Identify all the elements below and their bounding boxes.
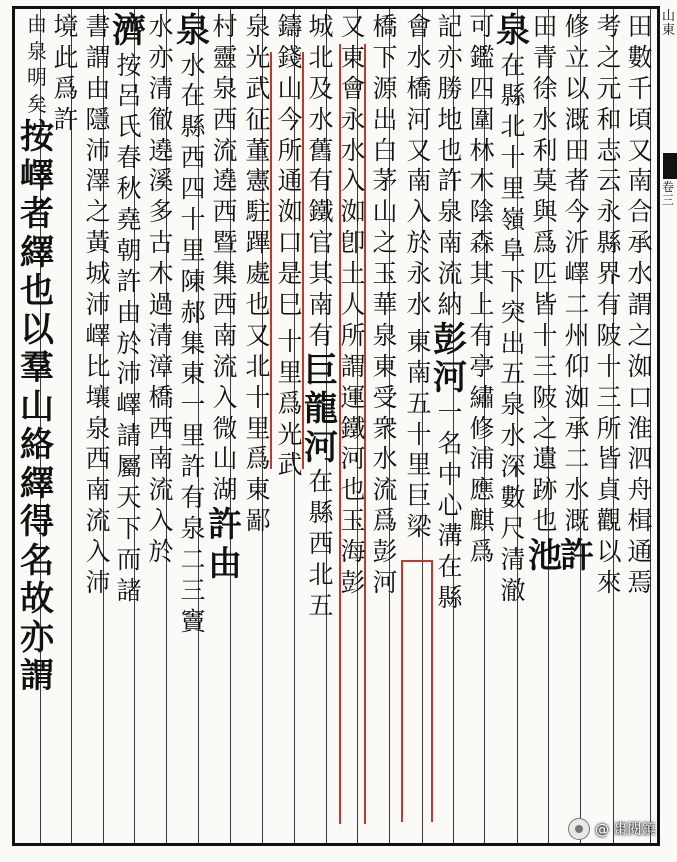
- body-text: 十 里 爲 光 武: [277, 326, 303, 480]
- body-text: 修 立 以 溉 田 者 今 沂 嶧 二 州 仰 洳 承 二 水 溉: [564, 12, 590, 536]
- body-text: 橋 下 源 出 白 茅 山 之 玉 華 泉 東 受 衆 水 流 爲 彭 河: [372, 12, 398, 598]
- body-text: 按 呂 氏 春 秋 堯 朝 許 由 於 沛 嶧 請 屬 天 下 而 諸: [116, 50, 142, 605]
- body-text: 一 名 中 心 溝 在 縣: [437, 397, 463, 613]
- margin-title: 山東: [662, 9, 676, 38]
- margin-volume: 卷三: [662, 180, 675, 207]
- heading-text: 濟: [112, 11, 146, 51]
- text-column: [17, 14, 57, 698]
- body-text: 考 之 元 和 志 云 永 縣 界 有 陂 十 三 所 皆 貞 觀 以 來: [596, 12, 622, 598]
- body-text: 可 鑑 四 圍 林 木 陰 森 其 上 有 亭 繡 修 浦 應 麒 爲: [469, 12, 495, 567]
- watermark: [568, 818, 655, 840]
- body-text: 記 亦 勝 地 也 許 泉 南 流 納: [437, 12, 463, 320]
- fish-tail-mark: [663, 153, 677, 179]
- heading-text: 池: [528, 536, 562, 577]
- body-text: 田 數 千 頃 又 南 合 承 水 謂 之 洳 口 淮 泗 舟 楫 通 焉: [627, 12, 653, 598]
- body-text: 由 泉 明 矣: [27, 12, 47, 116]
- body-text: 城 北 及 水 舊 有 鐵 官 其 南 有: [308, 12, 334, 350]
- body-text: 又 東 會 永 水 入 洳 卽 土 人 所 謂 運 鐵 河 也 玉 海 彭: [340, 12, 366, 598]
- annotation-line: [401, 560, 432, 562]
- body-text: 水 在 縣 西 四 十 里 陳 郝 集 東 一 里 許 有 泉 二 三 竇: [180, 50, 206, 636]
- frame-left: [12, 6, 15, 846]
- body-text: 境 此 爲 許: [53, 12, 79, 134]
- heading-text: 按 嶧 者 繹 也 以 羣 山 絡 繹 得 名 故 亦 謂: [20, 117, 54, 696]
- frame-top: [12, 6, 660, 9]
- body-text: 水 亦 清 徹 遶 溪 多 古 木 過 清 漳 橋 西 南 流 入 於: [148, 12, 174, 567]
- body-text: 村 靈 泉 西 流 遶 西 暨 集 西 南 流 入 微 山 湖: [212, 12, 238, 505]
- account-avatar-icon: [568, 818, 590, 840]
- body-text: 鑄 錢 山 今 所 通 洳 口 是 巳: [277, 12, 303, 320]
- text-column: [399, 14, 439, 545]
- heading-text: 泉: [496, 11, 530, 51]
- heading-text: 許 由: [208, 505, 242, 584]
- watermark-text: @ 棗閱鎮: [595, 822, 656, 838]
- body-text: 泉 光 武 征 董 憲 駐 蹕 處 也 又 北 十 里 爲 東 鄙: [245, 12, 271, 536]
- body-text: 田 青 徐 水 利 莫 與 爲 匹 皆 十 三 陂 之 遺 跡 也: [532, 12, 558, 536]
- body-text: 會 水 橋 河 又 南 入 於 永 水: [406, 12, 432, 320]
- frame-bottom: [12, 843, 660, 846]
- margin-strip: [662, 10, 677, 206]
- heading-text: 彭 河: [433, 319, 467, 399]
- heading-text: 許: [560, 536, 594, 577]
- body-text: 書 謂 由 隱 沛 澤 之 黃 城 沛 嶧 比 壤 泉 西 南 流 入 沛: [85, 12, 111, 598]
- body-text: 東 南 五 十 里 巨 梁: [406, 326, 432, 542]
- heading-text: 泉: [176, 11, 210, 51]
- body-text: 在 縣 西 北 五: [308, 467, 334, 620]
- heading-text: 巨 龍 河: [304, 350, 338, 468]
- body-text: 在 縣 北 十 里 嶺 阜 下 突 出 五 泉 水 深 數 尺 清 澈: [500, 50, 526, 605]
